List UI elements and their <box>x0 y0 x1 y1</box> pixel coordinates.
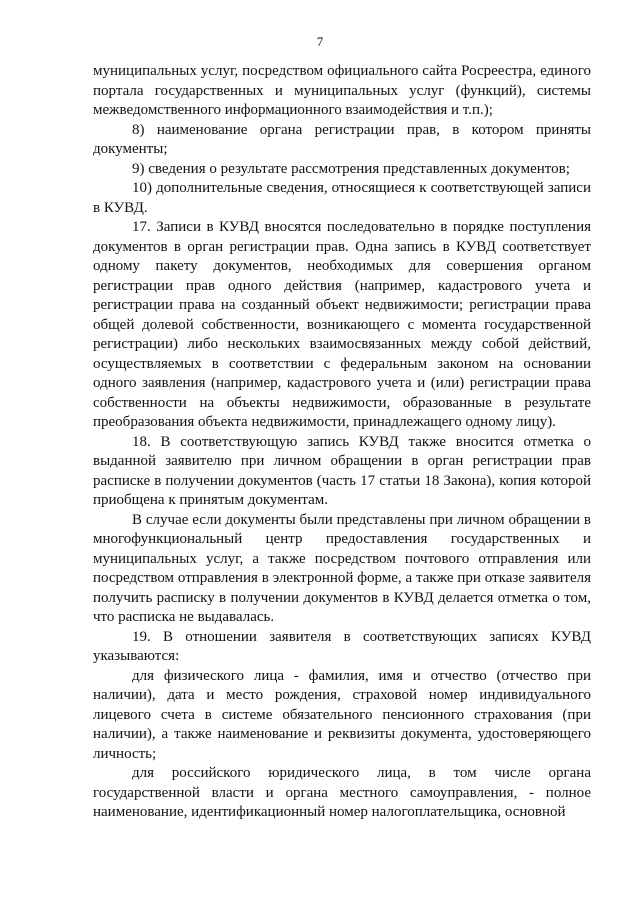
paragraph-clause-19: 19. В отношении заявителя в соответствующих записях КУВД указываются: <box>93 628 591 664</box>
paragraph-continuation: муниципальных услуг, посредством официального сайта Росреестра, единого портала государственных и муниципальных услуг (функций), системы межведомственного информационного взаимодействия и т.п.); <box>93 63 591 118</box>
paragraph-item-9: 9) сведения о результате рассмотрения представленных документов; <box>132 160 570 177</box>
paragraph-individual-person: для физического лица - фамилия, имя и отчество (отчество при наличии), дата и место рождения, страховой номер индивидуального лицевого счета в системе обязательного пенсионного страхования (при наличии), а также наименование и реквизиты документа, удостоверяющего личность; <box>93 667 591 762</box>
paragraph-item-8: 8) наименование органа регистрации прав, в котором приняты документы; <box>93 121 591 157</box>
paragraph-legal-entity: для российского юридического лица, в том числе органа государственной власти и органа местного самоуправления, - полное наименование, идентификационный номер налогоплательщика, основной <box>93 765 591 820</box>
page-number: 7 <box>316 34 324 49</box>
paragraph-clause-17: 17. Записи в КУВД вносятся последовательно в порядке поступления документов в орган регистрации прав. Одна запись в КУВД соответствует одному пакету документов, необходимых для совершения органом регистрации прав одного действия (например, кадастрового учета и регистрации права на созданный объект недвижимости; регистрации права общей долевой собственности, возникающего с момента государственной регистрации) либо нескольких взаимосвязанных между собой действий, осуществляемых в соответствии с федеральным законом на основании одного заявления (например, кадастрового учета и (или) регистрации права собственности на объекты недвижимости, образованные в результате преобразования объекта недвижимости, принадлежащего одному лицу). <box>93 219 591 430</box>
document-body <box>93 62 591 823</box>
paragraph-item-10: 10) дополнительные сведения, относящиеся к соответствующей записи в КУВД. <box>93 180 591 216</box>
paragraph-clause-18: 18. В соответствующую запись КУВД также вносится отметка о выданной заявителю при личном обращении в орган регистрации прав расписке в получении документов (часть 17 статьи 18 Закона), копия которой приобщена к принятым документам. <box>93 433 591 508</box>
paragraph-clause-18-continued: В случае если документы были представлены при личном обращении в многофункциональный центр предоставления государственных и муниципальных услуг, а также посредством почтового отправления или посредством отправления в электронной форме, а также при отказе заявителя получить расписку в получении документов в КУВД делается отметка о том, что расписка не выдавалась. <box>93 511 591 625</box>
